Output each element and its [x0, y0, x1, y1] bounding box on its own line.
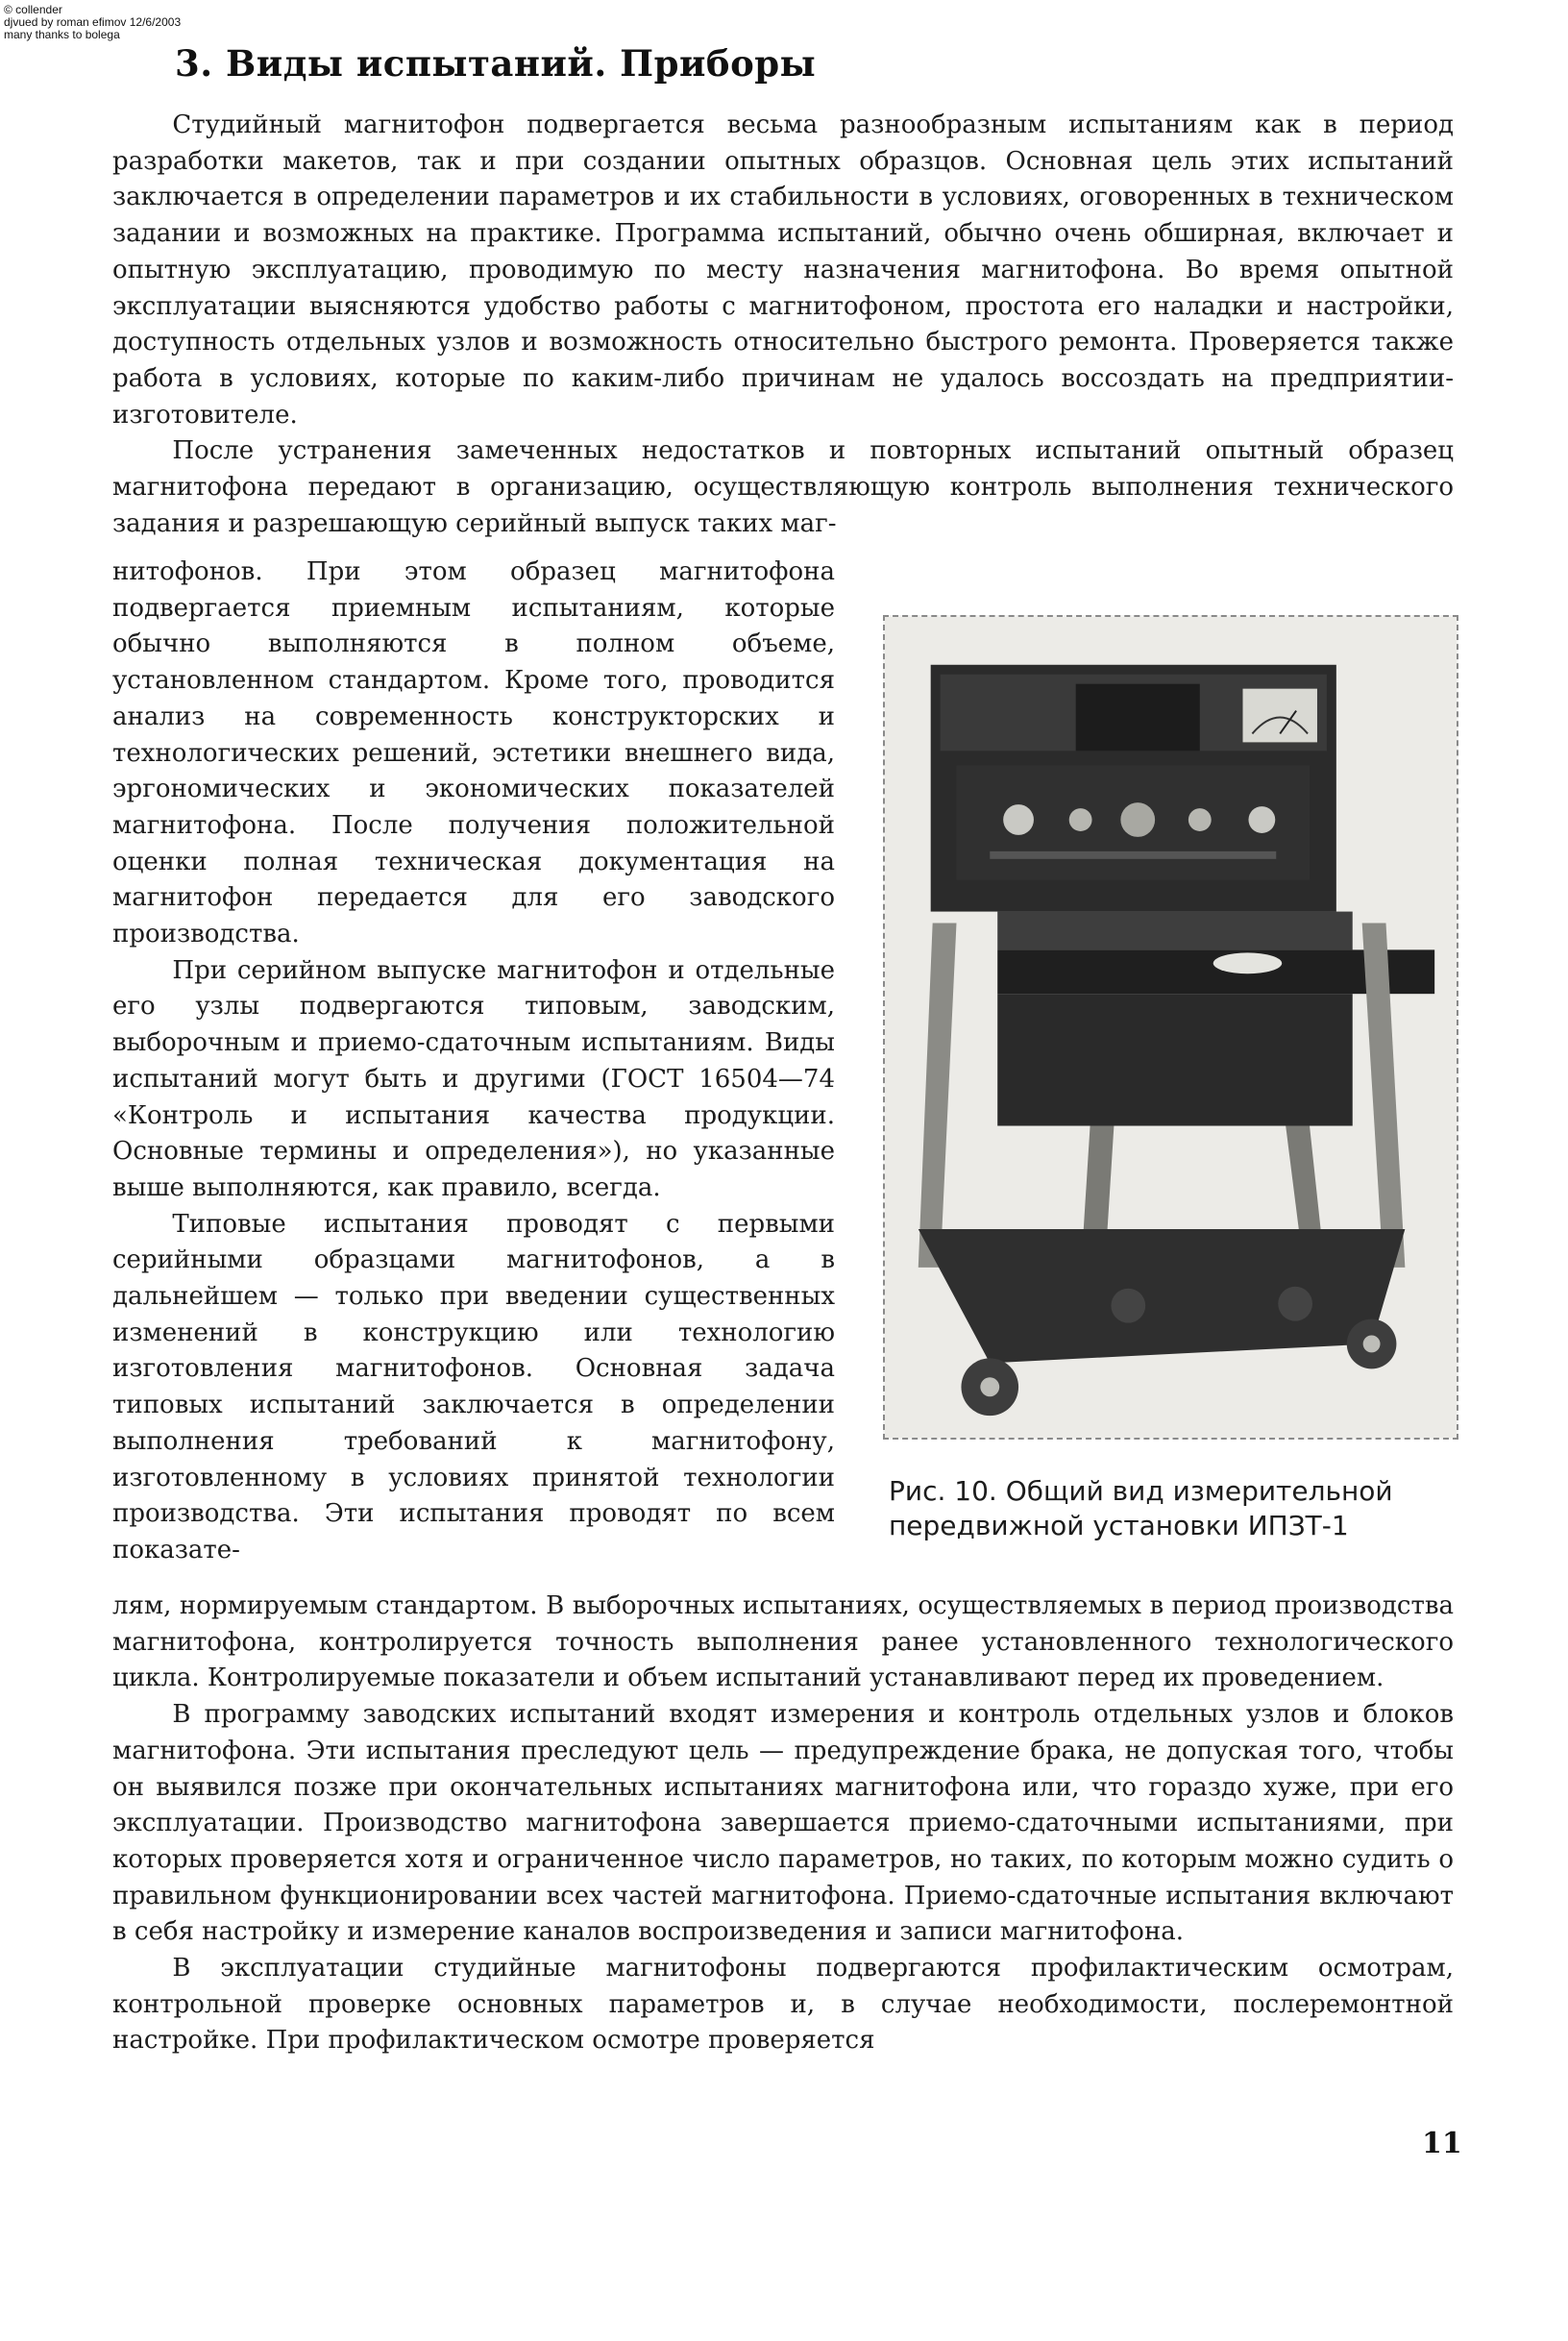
paragraph: Студийный магнитофон подвергается весьма разнообразным испытаниям как в период разработки макетов, так и при создании опытных образцов. Основная цель этих испытаний заключается в определении параметров и их стабильности в условиях, оговоренных в техническом задании и возможных на практике. Программа испытаний, обычно очень обширная, включает и опытную эксплуатацию, проводимую по месту назначения магнитофона. Во время опытной эксплуатации выясняются удобство работы с магнитофоном, простота его наладки и настройки, доступность отдельных узлов и возможность относительно быстрого ремонта. Проверяется также работа в условиях, которые по каким-либо причинам не удалось воссоздать на предприятии-изготовителе. — [112, 111, 1454, 430]
scan-credits — [4, 4, 181, 41]
paragraph: лям, нормируемым стандартом. В выборочных испытаниях, осуществляемых в период производства магнитофона, контролируется точность выполнения ранее установленного технологического цикла. Контролируемые показатели и объем испытаний устанавливают перед их проведением. — [112, 1591, 1454, 1693]
figure-caption: Рис. 10. Общий вид измерительной передвижной установки ИПЗТ-1 — [889, 1475, 1393, 1541]
paragraph: нитофонов. При этом образец магнитофона подвергается приемным испытаниям, которые обычно выполняются в полном объеме, установленном стандартом. Кроме того, проводится анализ на современность конструкторских и технологических решений, эстетики внешнего вида, эргономических и экономических показателей магнитофона. После получения положительной оценки полная техническая документация на магнитофон передается для его заводского производства. — [112, 557, 835, 949]
credit-line: djvued by roman efimov 12/6/2003 — [4, 15, 182, 29]
measuring-cart-photo-icon — [885, 617, 1457, 1438]
section-heading: 3. Виды испытаний. Приборы — [175, 42, 817, 85]
credit-line: © collender — [4, 3, 62, 16]
paragraph: После устранения замеченных недостатков и повторных испытаний опытный образец магнитофона передают в организацию, осуществляющую контроль выполнения технического задания и разрешающую серийный выпуск таких маг- — [112, 436, 1454, 538]
page-number: 11 — [1422, 2127, 1462, 2160]
text-block-left-column — [112, 554, 835, 1569]
figure-photo — [883, 615, 1458, 1440]
paragraph: В эксплуатации студийные магнитофоны подвергаются профилактическим осмотрам, контрольной проверке основных параметров и, в случае необходимости, послеремонтной настройке. При профилактическом осмотре проверяется — [112, 1954, 1454, 2056]
text-block-bottom — [112, 1589, 1454, 2059]
paragraph: При серийном выпуске магнитофон и отдельные его узлы подвергаются типовым, заводским, выборочным и приемо-сдаточным испытаниям. Виды испытаний могут быть и другими (ГОСТ 16504—74 «Контроль и испытания качества продукции. Основные термины и определения»), но указанные выше выполняются, как правило, всегда. — [112, 955, 835, 1202]
credit-line: many thanks to bolega — [4, 28, 120, 41]
paragraph: Типовые испытания проводят с первыми серийными образцами магнитофонов, а в дальнейшем — только при введении существенных изменений в конструкцию или технологию изготовления магнитофонов. Основная задача типовых испытаний заключается в определении выполнения требований к магнитофону, изготовленному в условиях принятой технологии производства. Эти испытания проводят по всем показате- — [112, 1209, 835, 1565]
text-block-top — [112, 108, 1454, 542]
paragraph: В программу заводских испытаний входят измерения и контроль отдельных узлов и блоков магнитофона. Эти испытания преследуют цель — предупреждение брака, не допуская того, чтобы он выявился позже при окончательных испытаниях магнитофона или, что гораздо хуже, при его эксплуатации. Производство магнитофона завершается приемо-сдаточными испытаниями, при которых проверяется хотя и ограниченное число параметров, но таких, по которым можно судить о правильном функционировании всех частей магнитофона. Приемо-сдаточные испытания включают в себя настройку и измерение каналов воспроизведения и записи магнитофона. — [112, 1700, 1454, 1947]
